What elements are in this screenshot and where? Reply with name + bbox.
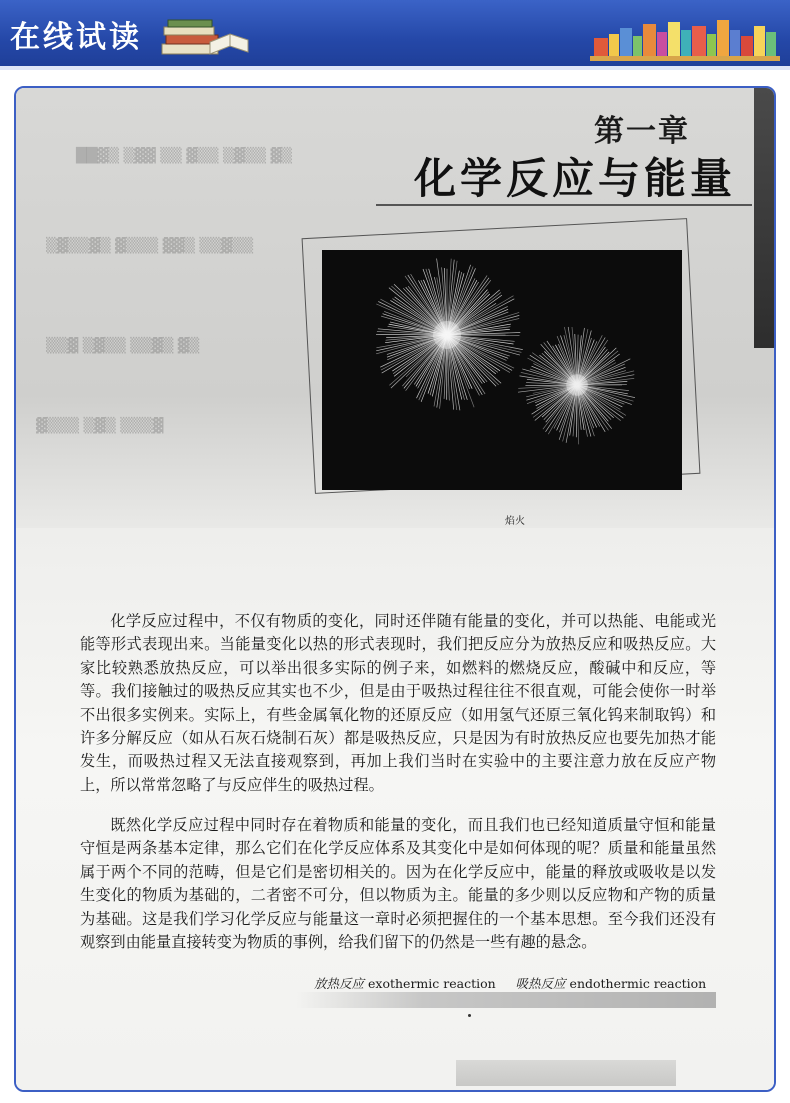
key-terms-underlay — [296, 992, 716, 1008]
banner-title: 在线试读 — [10, 20, 142, 55]
term-endothermic-en: endothermic reaction — [569, 976, 707, 991]
scanned-page: ██▓▒ ▒▓▓ ▒▒ ▓▒▒ ▒▓▒▒ ▓▒ ▒▓▒▒▓▒ ▓▒▒▒ ▓▓▒ ▒▒▓▒▒ ▒▒▓ ▒▓▒▒ ▒▒▓▒ ▓▒ ▓▒▒▒ ▒▓▒ ▒▒▒▓ 第一章 化学反应与能量 焰火 化学反应过程中，不仅有物质的变化，同时还伴随有能量的变化，并可以热能、电能或光能等形式表现出来。当能量变化以热的形式表现时，我们把反应分为放热反应和吸热反应。大家比较熟悉放热反应，可以举出很多实际的例子来，如燃料的燃烧反应，酸碱中和反应，等等。我们接触过的吸热反应其实也不少，但是由于吸热过程往往不很直观，可能会使你一时举不出很多实例来。实际上，有些金属氧化物的还原反应（如用氢气还原三氧化钨来制取钨）和许多分解反应（如从石灰石烧制石灰）都是吸热反应，只是因为有时放热反应也要先加热才能发生，而吸热过程又无法直接观察到，再加上我们当时在实验中的主要注意力放在反应产物上，所以常常忽略了与反应伴生的吸热过程。 既然化学反应过程中同时存在着物质和能量的变化，而且我们也已经知道质量守恒和能量守恒是两条基本定律，那么它们在化学反应体系及其变化中是如何体现的呢？质量和能量虽然属于两个不同的范畴，但是它们是密切相关的。因为在化学反应中，能量的释放或吸收是以发生变化的物质为基础的，二者密不可分，但以物质为主。能量的多少则以反应物和产物的质量为基础。这是我们学习化学反应与能量这一章时必须把握住的一个基本思想。至今我们还没有观察到由能量直接转变为物质的事例，给我们留下的仍然是一些有趣的悬念。 放热反应 exothermic reaction 吸热反应 endothermic reaction — [16, 88, 774, 1090]
books-stack-icon — [158, 14, 250, 60]
body-paragraph-2: 既然化学反应过程中同时存在着物质和能量的变化，而且我们也已经知道质量守恒和能量守恒是两条基本定律，那么它们在化学反应体系及其变化中是如何体现的呢？质量和能量虽然属于两个不同的范畴，但是它们是密切相关的。因为在化学反应中，能量的释放或吸收是以发生变化的物质为基础的，二者密不可分，但以物质为主。能量的多少则以反应物和产物的质量为基础。这是我们学习化学反应与能量这一章时必须把握住的一个基本思想。至今我们还没有观察到由能量直接转变为物质的事例，给我们留下的仍然是一些有趣的悬念。 — [80, 816, 716, 952]
term-endothermic-zh: 吸热反应 — [515, 976, 566, 991]
firework-core — [433, 321, 461, 349]
photo-caption: 焰火 — [505, 516, 525, 527]
body-paragraph-1: 化学反应过程中，不仅有物质的变化，同时还伴随有能量的变化，并可以热能、电能或光能等形式表现出来。当能量变化以热的形式表现时，我们把反应分为放热反应和吸热反应。大家比较熟悉放热反应，可以举出很多实际的例子来，如燃料的燃烧反应，酸碱中和反应，等等。我们接触过的吸热反应其实也不少，但是由于吸热过程往往不很直观，可能会使你一时举不出很多实例来。实际上，有些金属氧化物的还原反应（如用氢气还原三氧化钨来制取钨）和许多分解反应（如从石灰石烧制石灰）都是吸热反应，只是因为有时放热反应也要先加热才能发生，而吸热过程又无法直接观察到，再加上我们当时在实验中的主要注意力放在反应产物上，所以常常忽略了与反应伴生的吸热过程。 — [80, 612, 716, 794]
title-divider — [376, 204, 752, 206]
reading-frame — [14, 86, 776, 1092]
bookshelf-icon — [590, 14, 780, 62]
key-terms — [314, 974, 706, 992]
chapter-tab — [754, 88, 774, 348]
fireworks-image — [322, 250, 682, 490]
term-exothermic-zh: 放热反应 — [314, 976, 365, 991]
term-exothermic-en: exothermic reaction — [368, 976, 496, 991]
fireworks-photo — [322, 250, 682, 490]
firework-core — [566, 374, 588, 396]
chapter-number: 第一章 — [594, 114, 690, 149]
page-footer-strip — [456, 1060, 676, 1086]
header-banner — [0, 0, 790, 70]
chapter-title: 化学反应与能量 — [414, 154, 737, 203]
